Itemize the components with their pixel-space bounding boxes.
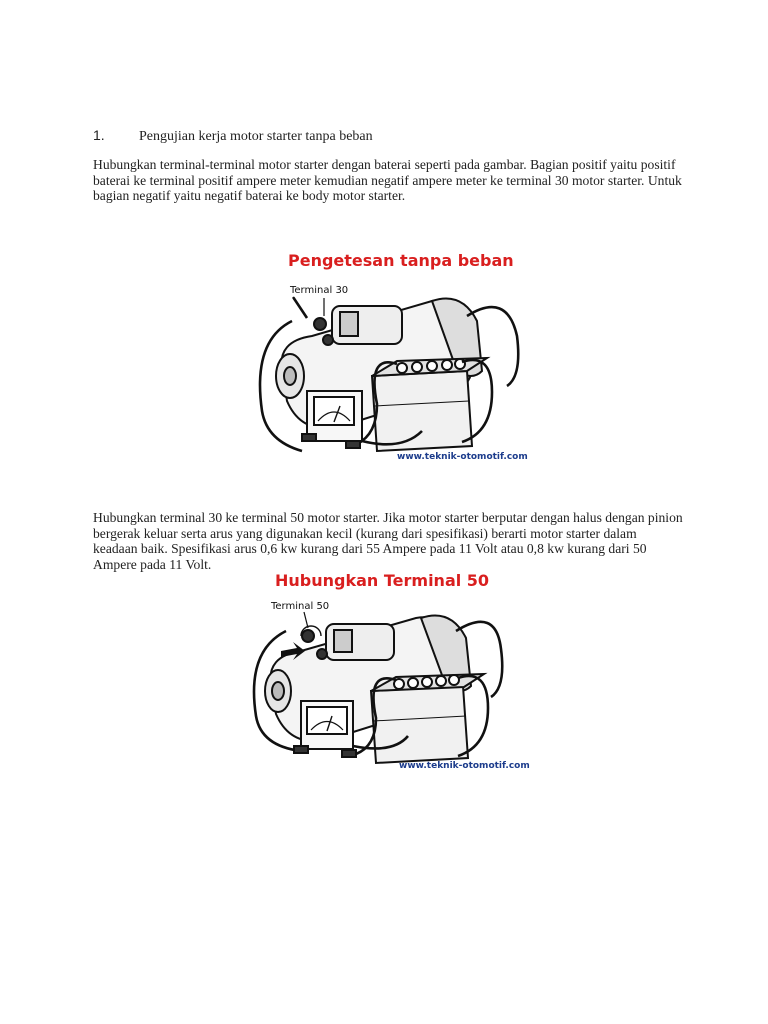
section-title: Pengujian kerja motor starter tanpa beban	[139, 129, 373, 144]
figure1-starter-test-diagram	[262, 276, 532, 466]
figure2-terminal-label: Terminal 50	[271, 601, 330, 612]
paragraph-connect-terminal50: Hubungkan terminal 30 ke terminal 50 motor starter. Jika motor starter berputar dengan halus dengan pinion bergerak keluar serta arus yang digunakan kecil (kurang dari spesifikasi) berarti motor starter dalam keadaan baik. Spesifikasi arus 0,6 kw kurang dari 55 Ampere pada 11 Volt atau 0,8 kw kurang dari 50 Ampere pada 11 Volt.	[93, 510, 683, 572]
section-number: 1.	[93, 127, 105, 143]
figure2-terminal50-diagram	[246, 596, 530, 776]
figure1-url: www.teknik-otomotif.com	[397, 452, 528, 462]
figure1-terminal-label: Terminal 30	[290, 285, 349, 296]
figure2-title: Hubungkan Terminal 50	[275, 571, 490, 590]
figure2-url: www.teknik-otomotif.com	[399, 761, 530, 771]
figure1-title: Pengetesan tanpa beban	[288, 251, 514, 270]
paragraph-connect-battery: Hubungkan terminal-terminal motor starter dengan baterai seperti pada gambar. Bagian positif yaitu positif baterai ke terminal positif ampere meter kemudian negatif ampere meter ke terminal 30 motor starter. Untuk bagian negatif yaitu negatif baterai ke body motor starter.	[93, 157, 682, 203]
section-heading	[93, 127, 373, 145]
